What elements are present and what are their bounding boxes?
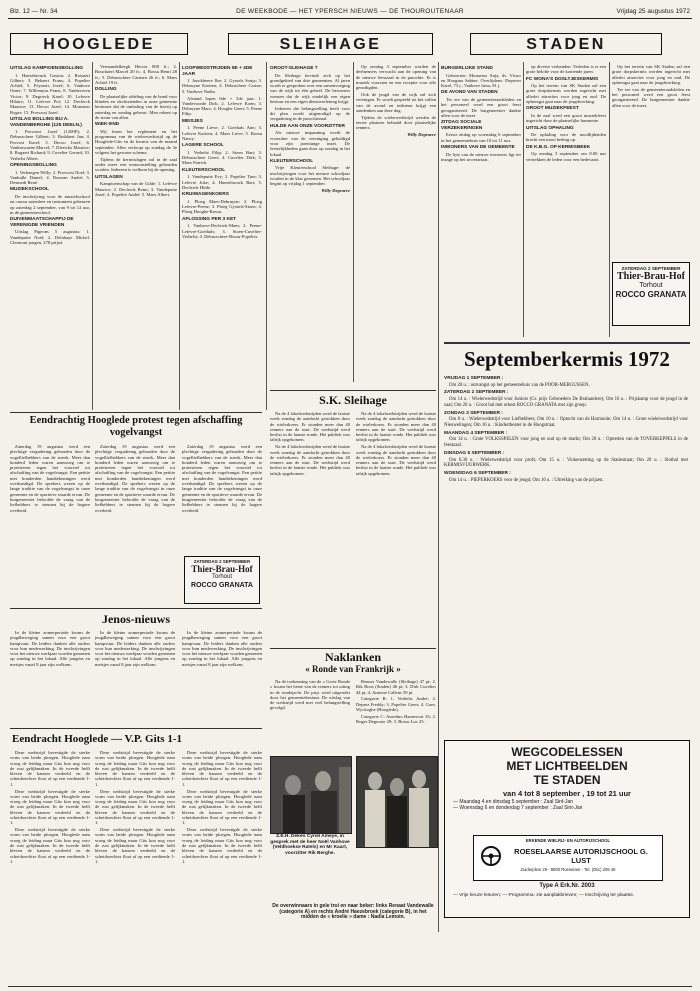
section-hooglede: HOOGLEDE bbox=[10, 33, 188, 55]
column-hooglede-2 bbox=[95, 64, 177, 410]
heading: GROOT MUZIEKFEEST bbox=[526, 106, 579, 112]
wegcode-title-2: MET LICHTBEELDEN bbox=[506, 759, 628, 773]
paragraph: Categorie C: Anselmo Haanvoort 33; 2. Roger Degroote 29; 3. Bossu Luc 25. bbox=[356, 713, 436, 725]
advertisement-wegcodelessen bbox=[444, 740, 690, 918]
headline-sk-sleihage: S.K. Sleihage bbox=[319, 393, 387, 407]
heading: LOOPWEDSTRIJDEN 5E + 4DE JAAR bbox=[182, 66, 253, 77]
column-divider bbox=[609, 62, 610, 337]
paragraph: 1. Vandeputte Evy; 2. Popelier Tine; 3. Lefevre Joke; 4. Haezebrouck Bart; 5. Declerck Hilde. bbox=[182, 174, 262, 190]
paragraph: Na de 4 lokalwedstrijden werd de laatste week zondag de aandacht getrokken door de wielerkoers. Er stonden meer dan 40 renners aan de start. De wedstrijd werd beslist in de laatste ronde. Het publiek was talrijk opgekomen. bbox=[356, 411, 436, 443]
column-hooglede-3 bbox=[182, 64, 262, 410]
heading: BURGERLIJKE STAND bbox=[441, 66, 493, 71]
column-staden-2 bbox=[526, 64, 606, 264]
column-divider bbox=[523, 62, 524, 337]
paragraph: Categorie B: 1. Verhelst André; 2. Deprez Freddy; 3. Popelier Geert; 4. Gom. Wyckoghe (Hooglede). bbox=[356, 696, 436, 712]
paragraph: Op het terrein van SK Staden zal een grote dorpskermis worden ingericht met allerlei attracties voor jong en oud. De opbrengst gaat naar de jeugdwerking. bbox=[612, 64, 690, 85]
paragraph: Deze wedstrijd bevestigde de sterke vorm van beide ploegen. Hooglede nam vroeg de leiding maar Gits kon nog voor de rust gelijkmaken. In de tweede helft bleven de kansen verdeeld en de scheidsrechter floot af op een verdiende 1-1. bbox=[95, 788, 175, 826]
article-sk-col1 bbox=[270, 411, 350, 641]
paragraph: Kampioenschap van de Gilde: 1. Lefevre Maurice; 2. Declerck Remi; 3. Vandeputte Jozef; 4. Popelier André; 5. Maes Albert. bbox=[95, 181, 177, 197]
ad-town: Torhout bbox=[211, 574, 232, 580]
article-jenos-col2 bbox=[95, 630, 175, 720]
heading: KLEUTERSCHOOL bbox=[182, 167, 226, 173]
program-item: Om 8 u. : Wielerwedstrijd voor Liefhebbers; Om 10 u. : Optocht van de Harmonie; Om 14 u. : Grote wielerwedstrijd voor Nieuwelingen; Om 16 u. : Kindertheater in de Hoogstraat. bbox=[444, 417, 688, 428]
separator bbox=[10, 728, 262, 729]
program-day: VRIJDAG 1 SEPTEMBER : bbox=[444, 376, 504, 381]
paragraph: Ter ere van de gemeenteraadsleden en het personeel werd een groot feest georganiseerd. De burgemeester dankte allen voor de inzet. bbox=[612, 86, 690, 108]
page-footer-rule bbox=[8, 986, 692, 987]
separator bbox=[444, 342, 690, 344]
advertisement-rocco-granata-staden bbox=[612, 262, 690, 326]
program-item: Om 14 u. : Grote VOLKSSPELEN voor jong en oud op de markt; Om 20 u. : Optreden van de TOVERKEPPELS in de feestzaal. bbox=[444, 437, 688, 449]
section-sleihage: SLEIHAGE bbox=[228, 33, 433, 55]
paragraph: Na de 4 lokalwedstrijden werd de laatste week zondag de aandacht getrokken door de wielerkoers. Er stonden meer dan 40 renners aan de start. De wedstrijd werd beslist in de laatste ronde. Het publiek was talrijk opgekomen. bbox=[270, 444, 350, 476]
heading: DE AVOND VAN STADEN bbox=[441, 90, 498, 96]
paragraph: Op zondag 3 september om 8.00 uur vertrekken de leden voor een bedevaart. bbox=[526, 151, 606, 162]
ad-town: Torhout bbox=[639, 282, 663, 289]
heading: GROOT-SLEIHAGE ? bbox=[270, 66, 318, 71]
paragraph: Zaterdag 19 augustus werd een plechtige vergadering gehouden door de vogelliefhebbers van de streek. Meer dan honderd leden waren aanwezig om te protesteren tegen het voorstel tot afschaffing van de vogelvangst. Een petitie met honderden handtekeningen werd overhandigd. De sprekers wezen op de lange traditie van de vogelvangst in onze gemeente en de sportieve waarde ervan. De burgemeester beloofde de vraag van de liefhebbers te steunen bij de hogere overheid. bbox=[10, 444, 90, 513]
paragraph: 1. Verhelst Filip; 2. Sioen Bart; 3. Debusschere Geert; 4. Cuvelier Dirk; 5. Maes Patrick. bbox=[182, 149, 262, 166]
driving-school-logo bbox=[473, 835, 663, 881]
paragraph: Renner Vandewalle (Sleihage) 47 pt; 2. Rik Roos (Staden) 46 pt; 3. Dirk Cuvelier 44 pt; 4. Antoine Callens 39 pt. bbox=[356, 679, 436, 695]
heading: DOLLING bbox=[95, 87, 117, 93]
heading: DE K.B.G. OP KERMISBEEK bbox=[526, 144, 591, 150]
paragraph: Eerste zitdag op woensdag 6 september in het gemeentehuis van 10 tot 11 uur. bbox=[441, 132, 521, 143]
signature: Willy Degraeve bbox=[407, 132, 436, 138]
program-day: ZONDAG 3 SEPTEMBER : bbox=[444, 410, 503, 416]
paragraph: Deze wedstrijd bevestigde de sterke vorm van beide ploegen. Hooglede nam vroeg de leiding maar Gits kon nog voor de rust gelijkmaken. In de tweede helft bleven de kansen verdeeld en de scheidsrechter floot af op een verdiende 1-1. bbox=[10, 788, 90, 826]
issue-date: Vrijdag 25 augustus 1972 bbox=[616, 8, 690, 15]
heading: LAGERE SCHOOL bbox=[182, 143, 224, 149]
paragraph: Geboorten: Monserez Anja, dv. Victor en Hoogma Sabine. Overlijdens: Depover Karel, 73 j.; Vanhove Irma, 81 j. bbox=[441, 72, 521, 89]
paragraph: Ook de jeugd van de wijk zal zich verenigen. Er wordt gespeeld tot het vallen van de avond en iedereen krijgt een aandenken aan deze dag. bbox=[356, 91, 436, 113]
program-item: Om 14 u. : PIEPERKOERS voor de jeugd; Om 16 u. : Uitreiking van de prijzen. bbox=[449, 477, 604, 483]
ad-venue: Thier-Brau-Hof bbox=[191, 564, 253, 574]
photo-deken-ameye bbox=[270, 756, 352, 834]
paragraph: op diverse verbanden. Verleden is er een grote belofte voor de komende jaren. bbox=[526, 64, 606, 75]
program-item: Om 14 u. : Wielerwedstrijd voor Juniors (Gr. prijs Gebroeders De Brabandere); Om 16 u. : Prijskamp voor de jeugd in de zaal; Om 20 u. : Groot bal met orkest ROCCO GRANATA met zijn groep. bbox=[444, 396, 688, 408]
headline-septemberkermis: Septemberkermis 1972 bbox=[464, 347, 670, 371]
article-vogelvangst-col3 bbox=[182, 444, 262, 552]
separator bbox=[270, 648, 436, 649]
signature: Willy Degraeve bbox=[321, 188, 350, 194]
school-tagline: ERKENDE WIELRIJ- EN AUTORIJSCHOOL bbox=[525, 838, 611, 843]
septemberkermis-program bbox=[444, 374, 688, 698]
paragraph: In de zaal werd een groot muziekfeest ingericht door de plaatselijke harmonie. bbox=[526, 112, 606, 124]
paragraph: 1. Verhaegen Willy; 2. Provoost Noel; 3. Vanhulle Daniel; 4. Rossem André; 5. Desmedt René. bbox=[10, 169, 90, 186]
ad-artist: ROCCO GRANATA bbox=[615, 290, 687, 299]
article-vogelvangst-col1 bbox=[10, 444, 90, 602]
paragraph: Op het terrein van SK Staden zal een grote dorpskermis worden ingericht met allerlei attracties voor jong en oud. De opbrengst gaat naar de jeugdwerking. bbox=[526, 83, 606, 105]
headline-hooglede-gits: Eendracht Hooglede — V.P. Gits 1-1 bbox=[12, 733, 183, 745]
paragraph: Deze wedstrijd bevestigde de sterke vorm van beide ploegen. Hooglede nam vroeg de leiding maar Gits kon nog voor de rust gelijkmaken. In de tweede helft bleven de kansen verdeeld en de scheidsrechter floot af op een verdiende 1-1. bbox=[182, 750, 262, 787]
heading: WIEK-END bbox=[95, 122, 120, 128]
ad-artist: ROCCO GRANATA bbox=[191, 582, 253, 589]
paragraph: Na de toekenning van de « Grote Ronde » kwam het beste van de renners tot uiting in de rondejacht. De prijs werd uitgereikt door het gemeentebestuur. De uitslag van de wedstrijd werd met veel belangstelling gevolgd. bbox=[270, 679, 350, 711]
program-day: MAANDAG 4 SEPTEMBER : bbox=[444, 430, 508, 436]
headline-jenos: Jenos-nieuws bbox=[101, 612, 170, 626]
column-divider bbox=[353, 62, 354, 382]
column-hooglede-1 bbox=[10, 64, 90, 410]
paragraph: In de kleine zomerperiode kwam de jeugdbeweging samen voor een groot kampvuur. De leiders danken alle ouders voor hun medewerking. De inschrijvingen voor het nieuwe werkjaar worden genomen op zondag in het lokaal. Alle jongens en meisjes vanaf 8 jaar zijn welkom. bbox=[95, 630, 175, 667]
heading: UITSLAG OPHALING bbox=[526, 125, 574, 131]
issue-number: Blz. 12 — Nr. 34 bbox=[10, 8, 58, 15]
heading: FC WONA'S DOSLTJESKERMIS bbox=[526, 76, 599, 82]
wegcode-when: van 4 tot 8 september , 19 tot 21 uur bbox=[503, 789, 631, 798]
photo-image bbox=[271, 757, 351, 833]
heading: KRUIWAGENKOERS bbox=[182, 192, 229, 198]
heading: UITSLAGEN bbox=[95, 174, 123, 180]
paragraph: Zaterdag 19 augustus werd een plechtige vergadering gehouden door de vogelliefhebbers van de streek. Meer dan honderd leden waren aanwezig om te protesteren tegen het voorstel tot afschaffing van de vogelvangst. Een petitie met honderden handtekeningen werd overhandigd. De sprekers wezen op de lange traditie van de vogelvangst in onze gemeente en de sportieve waarde ervan. De burgemeester beloofde de vraag van de liefhebbers te steunen bij de hogere overheid. bbox=[182, 444, 262, 513]
paragraph: Deze wedstrijd bevestigde de sterke vorm van beide ploegen. Hooglede nam vroeg de leiding maar Gits kon nog voor de rust gelijkmaken. In de tweede helft bleven de kansen verdeeld en de scheidsrechter floot af op een verdiende 1-1. bbox=[182, 827, 262, 864]
paragraph: De plaatselijke afdeling van de bond voor blinden en slechtzienden in onze gemeente herinnert dat de omhaling van de loterij op zaterdag en zondag gebeurt. Men rekent op de steun van allen. bbox=[95, 93, 177, 120]
heading: UITSLAG KAMPIOENSBOLLING bbox=[10, 66, 84, 71]
separator bbox=[10, 608, 262, 609]
photo-caption-ronde: De overwinnaars in gele trui en naar beker: links Renaat Vandewalle (categorie A) en rechts André Haezebroek (categorie B), in het midden de « kroelie » dame : Nadia Lemoin. bbox=[272, 903, 434, 921]
article-naklanken-col2 bbox=[356, 679, 436, 751]
column-sleihage-1 bbox=[270, 64, 350, 389]
heading: ZITDAG SOCIALE VERZEKERINGEN bbox=[441, 120, 483, 131]
school-name: ROESELAARSE AUTORIJSCHOOL G. LUST bbox=[514, 847, 648, 865]
paragraph: 1. Haezebrouck Gaston; 2. Rotsaert Gilbert; 3. Bekaert Frans; 4. Popelier Achiel; 5. Feyaerts Jozef; 6. Vanhove Omer; 7. Willemyns Frans; 8. Vanbeveren Victor; 9. Degrieck Karel; 10. Lefevre Hilaire; 11. Lefevre Pol; 12. Declerck Maurice; 13. Decoo Jozef; 14. Monsieur Roger; 15. Provoost Jozef. bbox=[10, 72, 90, 115]
paragraph: De Sleihage bevindt zich op het grondgebied van drie gemeenten. Al jaren wordt er gesproken over een samenvoeging van de wijk tot één geheel. De bewoners wensen dat de wijk eindelijk een eigen bestuur en een eigen dienstverlening krijgt. bbox=[270, 72, 350, 105]
paragraph: In de kleine zomerperiode kwam de jeugdbeweging samen voor een groot kampvuur. De leiders danken alle ouders voor hun medewerking. De inschrijvingen voor het nieuwe werkjaar worden genomen op zondag in het lokaal. Alle jongens en meisjes vanaf 8 jaar zijn welkom. bbox=[182, 630, 262, 667]
wegcode-notes: — Vrije keuze lesuren; — Programma: zie aanplakbrieven; — Inschrijving ter plaatse. bbox=[453, 893, 635, 898]
separator bbox=[270, 390, 436, 391]
headline-ronde-van-frankrijk: « Ronde van Frankrijk » bbox=[305, 664, 401, 674]
paragraph: Deze wedstrijd bevestigde de sterke vorm van beide ploegen. Hooglede nam vroeg de leiding maar Gits kon nog voor de rust gelijkmaken. In de tweede helft bleven de kansen verdeeld en de scheidsrechter floot af op een verdiende 1-1. bbox=[182, 788, 262, 826]
paragraph: Deze wedstrijd bevestigde de sterke vorm van beide ploegen. Hooglede nam vroeg de leiding maar Gits kon nog voor de rust gelijkmaken. In de tweede helft bleven de kansen verdeeld en de scheidsrechter floot af op een verdiende 1-1. bbox=[95, 827, 175, 864]
paragraph: Vermandelbergh Hector 800 fr.; 2. Bouchaert Marcel 20 fr.; 4. Bossu Henri 28 fr.; 5. Debusschere Carmen 26 fr.; 6. Maes Achiel 19 fr. bbox=[95, 64, 177, 85]
wegcode-title-3: TE STADEN bbox=[533, 773, 601, 787]
advertisement-rocco-granata-hooglede bbox=[184, 556, 260, 604]
column-divider bbox=[438, 62, 439, 932]
photo-caption-deken: Z.E.H. Deken Cyriel Ameye, in gesprek met de heer Noël Vanhove (Veldhoekse Ratels) en Mr Kaart, voorzitter Rik Berghe. bbox=[270, 834, 350, 856]
heading: UITSLAG BOLLING BIJ A. VANDENBERGHE (125 DEELN.) bbox=[10, 116, 82, 128]
wegcode-room-2: — Woensdag 6 en donderdag 7 september : Zaal Sint-Jan bbox=[453, 805, 583, 811]
program-day: ZATERDAG 2 SEPTEMBER : bbox=[444, 390, 509, 396]
column-staden-3 bbox=[612, 64, 690, 264]
paragraph: Afstand lopen 6de + 5de jaar: 1. Vandevoorde Dirk; 2. Lefevre Koen; 3. Debruyne Marc; 4. Hooghe Geert; 5. Peene Filip. bbox=[182, 95, 262, 117]
section-staden: STADEN bbox=[470, 33, 662, 55]
article-gits-col2 bbox=[95, 750, 175, 987]
paragraph: 1. Vanhove-Declerck-Maes; 2. Peene-Lefevre-Goethals; 3. Sioen-Cuvelier-Verhelst; 4. Debusschere-Bossu-Popelier. bbox=[182, 223, 262, 239]
article-jenos-col3 bbox=[182, 630, 262, 720]
page-header bbox=[8, 4, 692, 19]
heading: MEISJES bbox=[182, 118, 203, 124]
paragraph: De lijst van de nieuwe inwoners ligt ter inzage op het secretariaat. bbox=[441, 151, 521, 162]
article-naklanken-col1 bbox=[270, 679, 350, 751]
school-erkenning: Type A Erk.Nr. 2003 bbox=[539, 883, 595, 889]
column-divider bbox=[92, 62, 93, 410]
photo-ronde-winners bbox=[356, 756, 438, 848]
headline-naklanken: Naklanken bbox=[324, 650, 382, 664]
article-sk-col2 bbox=[356, 411, 436, 641]
paragraph: Wij lezen het reglement en het programma van de wielerwedstrijd op de Hooglede-Gits en de kermis van de maand september. Alles verloopt op zondag de 3e volgens het gewone schema. bbox=[95, 128, 177, 156]
ad-date: ZATERDAG 2 SEPTEMBER bbox=[193, 559, 251, 564]
paragraph: Zaterdag 19 augustus werd een plechtige vergadering gehouden door de vogelliefhebbers van de streek. Meer dan honderd leden waren aanwezig om te protesteren tegen het voorstel tot afschaffing van de vogelvangst. Een petitie met honderden handtekeningen werd overhandigd. De sprekers wezen op de lange traditie van de vogelvangst in onze gemeente en de sportieve waarde ervan. De burgemeester beloofde de vraag van de liefhebbers te steunen bij de hogere overheid. bbox=[95, 444, 175, 513]
paragraph: Deze wedstrijd bevestigde de sterke vorm van beide ploegen. Hooglede nam vroeg de leiding maar Gits kon nog voor de rust gelijkmaken. In de tweede helft bleven de kansen verdeeld en de scheidsrechter floot af op een verdiende 1-1. bbox=[10, 750, 90, 787]
steering-wheel-icon bbox=[480, 845, 502, 867]
paragraph: Deze wedstrijd bevestigde de sterke vorm van beide ploegen. Hooglede nam vroeg de leiding maar Gits kon nog voor de rust gelijkmaken. In de tweede helft bleven de kansen verdeeld en de scheidsrechter floot af op een verdiende 1-1. bbox=[10, 827, 90, 864]
heading: INWONERS VAN DE GEMEENTE bbox=[441, 145, 515, 151]
article-vogelvangst-col2 bbox=[95, 444, 175, 602]
ad-date: ZATERDAG 2 SEPTEMBER bbox=[621, 266, 681, 271]
wegcode-title-1: WEGCODELESSEN bbox=[511, 745, 623, 759]
column-divider bbox=[266, 62, 267, 410]
publication-name: DE WEEKBODE — HET YPERSCH NIEUWS — DE THOUROUTENAAR bbox=[236, 8, 464, 15]
paragraph: De ophaling voor de noodlijdenden bracht een mooi bedrag op. bbox=[526, 132, 606, 143]
program-day: WOENSDAG 6 SEPTEMBER : bbox=[444, 471, 511, 477]
program-item: Om 20 u. : ontvangst op het gemeentehuis van de POOR-MERGUSSEN. bbox=[449, 382, 590, 388]
program-item: Om 8.30 u. : Wielerwedstrijd voor profs; Om 15 u. : Vinkenzetting op de Statiestraat; Om 20 u. : Slotbal met KERMISVUURWERK. bbox=[444, 457, 688, 469]
paragraph: Na de 4 lokalwedstrijden werd de laatste week zondag de aandacht getrokken door de wielerkoers. Er stonden meer dan 40 renners aan de start. De wedstrijd werd beslist in de laatste ronde. Het publiek was talrijk opgekomen. bbox=[270, 411, 350, 443]
heading: KLEUTERSCHOOL bbox=[270, 158, 314, 164]
paragraph: Iedereen die belangstelling heeft voor dit plan wordt uitgenodigd op de vergadering in de parochiezaal. bbox=[270, 105, 350, 122]
paragraph: 1. Jonckheere Ilse; 2. Gyssels Sonja; 3. Debruyne Katrien; 4. Debuschere Carine; 5. Vanhove Nadia. bbox=[182, 78, 262, 94]
paragraph: 1. Ploeg Maes-Debruyne; 2. Ploeg Lefevre-Peene; 3. Ploeg Gyssels-Sioen; 4. Ploeg Hooghe-Bossu. bbox=[182, 198, 262, 215]
column-divider bbox=[179, 62, 180, 410]
paragraph: Op zondag 3 september worden de deelnemers verwacht aan de opening van de nieuwe feestzaal in de parochie. Er is muziek voorzien en een receptie voor alle genodigden. bbox=[356, 64, 436, 91]
heading: OPENINGSBOLLING bbox=[10, 162, 57, 168]
paragraph: Deze wedstrijd bevestigde de sterke vorm van beide ploegen. Hooglede nam vroeg de leiding maar Gits kon nog voor de rust gelijkmaken. In de tweede helft bleven de kansen verdeeld en de scheidsrechter floot af op een verdiende 1-1. bbox=[95, 750, 175, 787]
paragraph: Vrije Kleuterschool Sleihage: de inschrijvingen voor het nieuwe schooljaar worden in de klas genomen. Het schooljaar begint op vrijdag 1 september. bbox=[270, 165, 350, 187]
headline-vogelvangst: Eendrachtig Hooglede protest tegen afschaffing vogelvangst bbox=[29, 415, 243, 438]
paragraph: Tijdens de wielerwedstrijd werden de eerste plaatsen behaald door plaatselijke renners. bbox=[356, 114, 436, 131]
paragraph: Uitslag Pigeons 5 augustus: 1. Vandeputte Noël; 2. Delahaye Michel. Clermont jongen, 278 prijsd. bbox=[10, 229, 90, 245]
column-sleihage-2 bbox=[356, 64, 436, 389]
wegcode-room-1: — Maandag 4 en dinsdag 5 september : Zaal Sint-Jan bbox=[453, 799, 574, 805]
photo-image bbox=[357, 757, 437, 847]
paragraph: In de kleine zomerperiode kwam de jeugdbeweging samen voor een groot kampvuur. De leiders danken alle ouders voor hun medewerking. De inschrijvingen voor het nieuwe werkjaar worden genomen op zondag in het lokaal. Alle jongens en meisjes vanaf 8 jaar zijn welkom. bbox=[10, 630, 90, 667]
heading: AFLOSSING PER 3 KET bbox=[182, 216, 237, 222]
ad-venue: Thier-Brau-Hof bbox=[617, 271, 685, 282]
heading: HULDE AAN ONZE VOORZITTER bbox=[270, 123, 345, 129]
article-gits-col3 bbox=[182, 750, 262, 987]
paragraph: Tijdens de kermisdagen zal in de zaal onder meer een tentoonstelling gehouden worden. Iedereen is welkom bij de opening. bbox=[95, 156, 177, 173]
article-gits-col1 bbox=[10, 750, 90, 987]
article-jenos-col1 bbox=[10, 630, 90, 720]
paragraph: 1. Peene Lieve; 2. Goethals Ann; 3. Lefevre Katrien; 4. Maes Lieve; 5. Bossu Nancy. bbox=[182, 125, 262, 141]
heading: DUIVENMAATSCHAPPIJ DE VERENIGDE VRIENDEN bbox=[10, 217, 74, 228]
program-day: DINSDAG 5 SEPTEMBER : bbox=[444, 450, 505, 456]
paragraph: Na de 4 lokalwedstrijden werd de laatste week zondag de aandacht getrokken door de wielerkoers. Er stonden meer dan 40 renners aan de start. De wedstrijd werd beslist in de laatste ronde. Het publiek was talrijk opgekomen. bbox=[356, 444, 436, 476]
school-address: Zuiderplein 29 - 8800 Roeselare - Tel. (051) 209 48 bbox=[520, 867, 616, 872]
separator bbox=[10, 412, 262, 413]
paragraph: Als nieuwe inspanning wordt de voorzitter van de vereniging gehuldigd voor zijn jarenlange inzet. De feestelijkheden gaan door op zondag in het lokaal. bbox=[270, 130, 350, 157]
paragraph: 1. Provoost Jozef (1200F); 2. Debusschere Gilbert; 3. Boddaert Jan; 4. Provost Karel; 5. Decoo Jozef; 6. Vanbruwaene Marcel; 7. Dierickx Maurice; 8. Bogaert Richard; 9. Cuvelier Gerard; 10. Verhelst Albert. bbox=[10, 129, 90, 161]
paragraph: Ter ere van de gemeenteraadsleden en het personeel werd een groot feest georganiseerd. De burgemeester dankte allen voor de inzet. bbox=[441, 97, 521, 118]
heading: MUZIEKSCHOOL bbox=[10, 187, 49, 193]
newspaper-page bbox=[8, 4, 692, 987]
paragraph: De inschrijving voor de muziekschool en cursus notenleer en instrument gebeuren op zaterdag 2 september, van 9 tot 12 uur, in de gemeenteschool. bbox=[10, 194, 90, 215]
